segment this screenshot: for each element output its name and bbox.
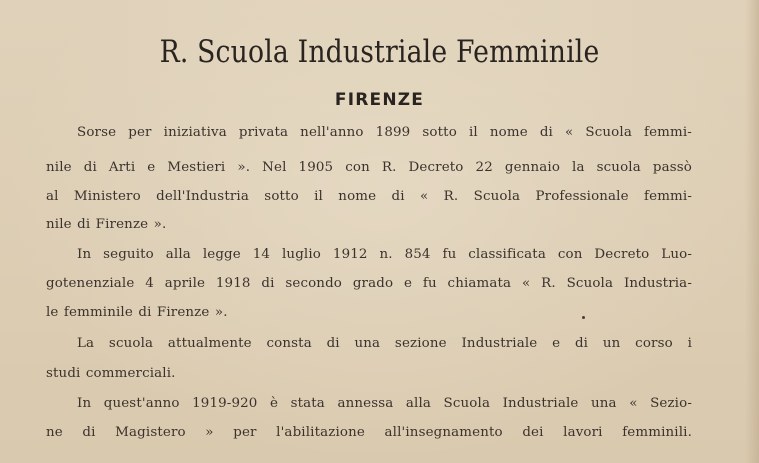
- page-edge-shadow: [745, 0, 759, 463]
- paragraph-4-line-2: ne di Magistero » per l'abilitazione all'insegnamento dei lavori femminili.: [46, 425, 692, 440]
- document-subtitle: FIRENZE: [334, 90, 425, 110]
- paragraph-2-line-2: gotenenziale 4 aprile 1918 di secondo grado e fu chiamata « R. Scuola Industria-: [46, 276, 692, 291]
- paragraph-1-line-3: al Ministero dell'Industria sotto il nome di « R. Scuola Professionale femmi-: [46, 189, 692, 204]
- paragraph-1-line-2: nile di Arti e Mestieri ». Nel 1905 con R. Decreto 22 gennaio la scuola passò: [46, 160, 692, 175]
- paragraph-3-line-2: studi commerciali.: [46, 366, 176, 381]
- paragraph-4-line-1: In quest'anno 1919-920 è stata annessa alla Scuola Industriale una « Sezio-: [77, 396, 692, 411]
- paragraph-3-line-1: La scuola attualmente consta di una sezione Industriale e di un corso i: [77, 336, 692, 351]
- paragraph-2-line-1: In seguito alla legge 14 luglio 1912 n. 854 fu classificata con Decreto Luo-: [77, 247, 692, 262]
- paragraph-1-line-1: Sorse per iniziativa privata nell'anno 1899 sotto il nome di « Scuola femmi-: [77, 125, 692, 140]
- document-title: R. Scuola Industriale Femminile: [159, 34, 600, 70]
- paragraph-1-line-4: nile di Firenze ».: [46, 217, 167, 232]
- paragraph-2-line-3: le femminile di Firenze ».: [46, 305, 228, 320]
- ink-speck: [582, 316, 585, 319]
